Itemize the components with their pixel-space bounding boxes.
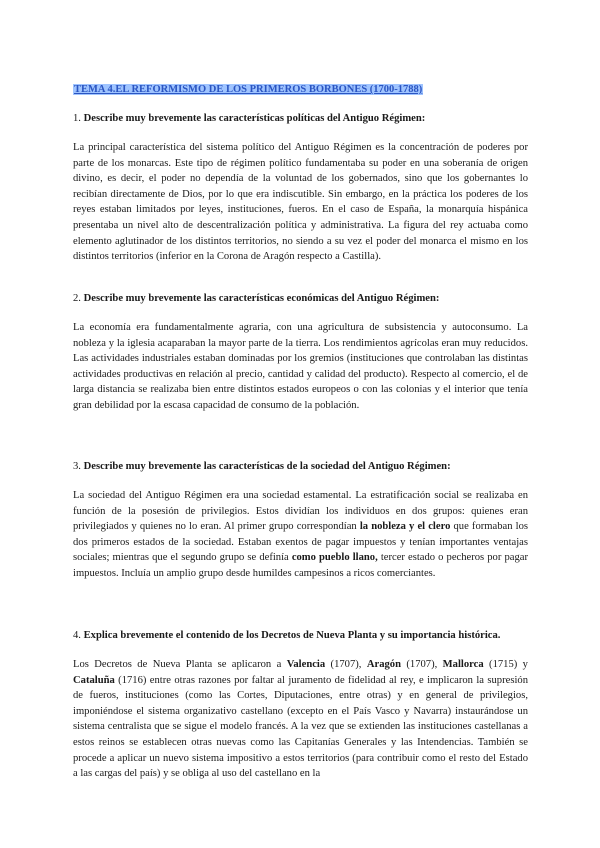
answer-4	[73, 657, 528, 782]
question-1	[73, 113, 528, 124]
question-text: Explica brevemente el contenido de los Decretos de Nueva Planta y su importancia histórica.	[83, 630, 501, 641]
answer-text: La sociedad del Antiguo Régimen era una sociedad estamental. La estratificación social se realizaba en función de la posesión de privilegios. Estos dividían los individuos en dos grupos: quienes eran privilegiados y quienes no lo eran. Al primer grupo correspondían	[73, 490, 528, 533]
question-text: Describe muy brevemente las características de la sociedad del Antiguo Régimen:	[83, 461, 451, 472]
question-3	[73, 461, 528, 472]
answer-emphasis: como pueblo llano,	[291, 552, 378, 564]
question-number: 4.	[73, 630, 81, 641]
answer-text: que formaban los dos primeros estados de la sociedad. Estaban exentos de pagar impuestos y tenían importantes ventajas sociales; mientras que el segundo grupo se definía	[73, 521, 528, 564]
question-text: Describe muy brevemente las características económicas del Antiguo Régimen:	[83, 293, 440, 304]
question-number: 3.	[73, 461, 81, 472]
answer-text: (1707),	[325, 659, 367, 670]
question-4	[73, 630, 528, 641]
question-number: 2.	[73, 293, 81, 304]
answer-text: tercer estado o pecheros por pagar impuestos. Incluía un amplio grupo desde humildes campesinos a ricos comerciantes.	[73, 552, 528, 579]
question-2	[73, 293, 528, 304]
answer-text: (1715) y	[483, 659, 528, 670]
question-text: Describe muy brevemente las características políticas del Antiguo Régimen:	[83, 113, 426, 124]
answer-1: La principal característica del sistema político del Antiguo Régimen es la concentración de poderes por parte de los monarcas. Este tipo de régimen político fundamentaba su poder en una soberanía de origen divino, es decir, el poder no dependía de la voluntad de los gobernados, sino que los gobernantes lo recibían directamente de Dios, por lo que era indiscutible. Sin embargo, en la práctica los poderes de los reyes estaban limitados por leyes, instituciones, fueros. En el caso de España, la monarquía hispánica presentaba un nivel alto de descentralización política y administrativa. La figura del rey actuaba como elemento aglutinador de los distintos territorios, no siendo a su vez el poder del monarca el mismo en los distintos territorios (inferior en la Corona de Aragón respecto a Castilla).	[73, 142, 528, 263]
page-title: TEMA 4.EL REFORMISMO DE LOS PRIMEROS BORBONES (1700-1788)	[74, 84, 423, 95]
answer-emphasis: Mallorca	[442, 659, 484, 670]
answer-emphasis: Cataluña	[73, 674, 115, 686]
answer-emphasis: Aragón	[366, 659, 401, 670]
answer-text: (1716) entre otras razones por faltar al juramento de fidelidad al rey, e implicaron la supresión de fueros, instituciones (como las Cortes, Diputaciones, entre otras) y en general de privilegios, imponiéndose el sistema organizativo castellano (excepto en el País Vasco y Navarra) instaurándose un sistema centralista que se sigue el modelo francés. A la vez que se extienden las instituciones castellanas a estos reinos se establecen otras nuevas como las Capitanías Generales y las Intendencias. También se procede a aplicar un nuevo sistema impositivo a estos territorios (para contribuir como el resto del Estado a las cargas del país) y se obliga al uso del castellano en la	[73, 674, 528, 780]
answer-3	[73, 488, 528, 582]
answer-text: (1707),	[400, 659, 443, 670]
answer-2: La economía era fundamentalmente agraria, con una agricultura de subsistencia y autoconsumo. La nobleza y la iglesia acaparaban la mayor parte de la tierra. Los rendimientos agrícolas eran muy reducidos. Las actividades industriales estaban dominadas por los gremios (instituciones que controlaban las distintas actividades productivas en relación al precio, cantidad y calidad del producto). Respecto al comercio, el de larga distancia se realizaba bien entre distintos estados europeos o con las colonias y el interior que tenía gran debilidad por la escasa capacidad de consumo de la población.	[73, 322, 528, 411]
answer-emphasis: Valencia	[286, 659, 326, 670]
question-number: 1.	[73, 113, 81, 124]
answer-text: Los Decretos de Nueva Planta se aplicaron a	[73, 659, 287, 670]
answer-emphasis: la nobleza y el clero	[359, 521, 451, 533]
